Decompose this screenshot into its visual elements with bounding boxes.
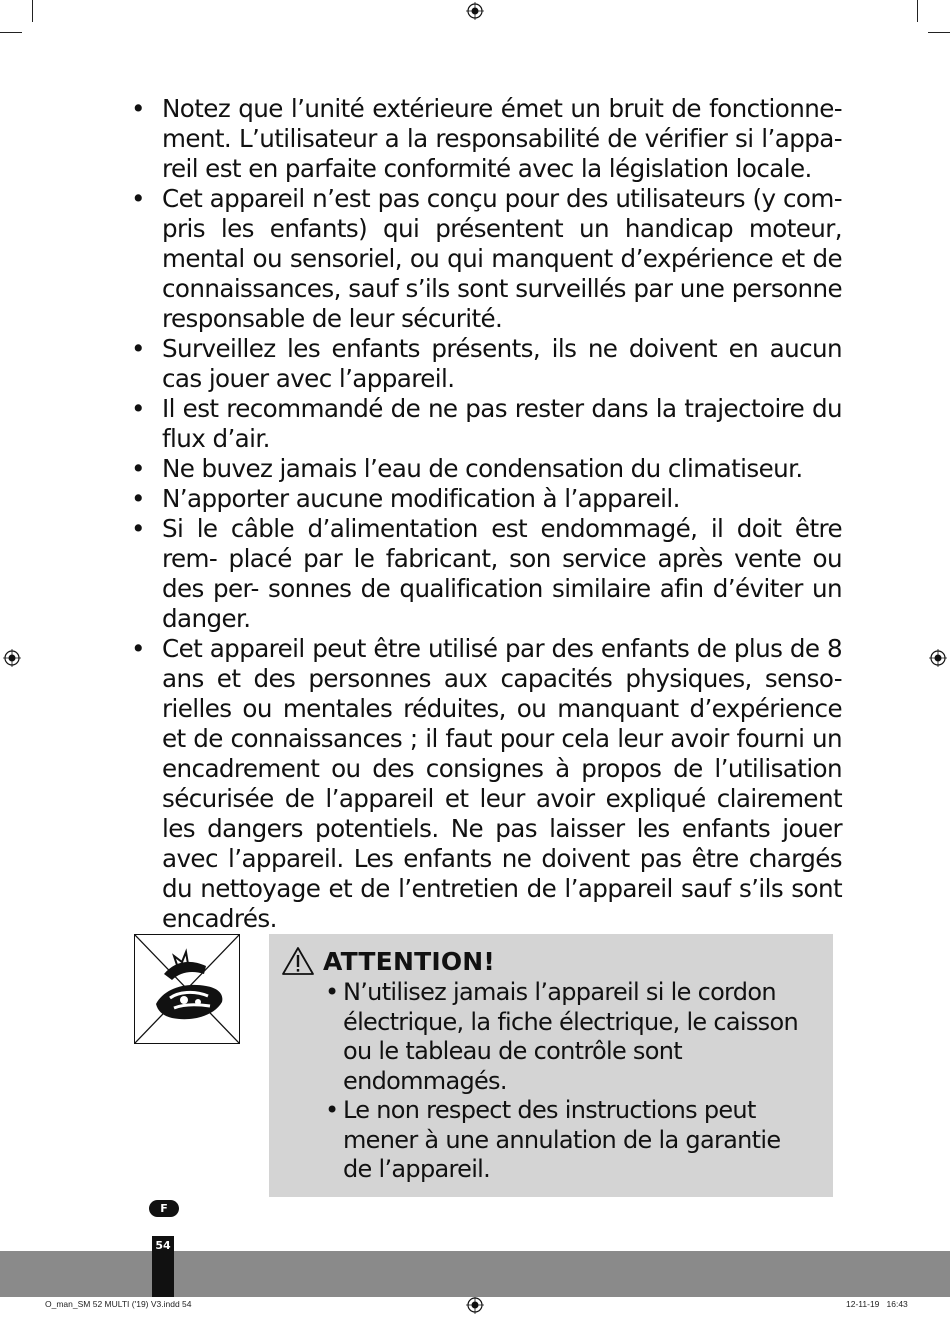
date-time-slug — [846, 1299, 908, 1309]
list-item — [128, 94, 842, 184]
list-item — [325, 1096, 805, 1185]
warning-triangle-icon — [281, 946, 315, 976]
footer-bar — [0, 1251, 950, 1297]
slug-date: 12-11-19 — [846, 1299, 880, 1309]
bullet-glyph: • — [131, 334, 145, 363]
safety-instructions-list — [128, 94, 842, 934]
crop-mark-top-left-v — [32, 0, 33, 22]
bullet-glyph: • — [131, 514, 145, 543]
bullet-glyph: • — [131, 94, 145, 123]
registration-mark-icon — [929, 649, 947, 667]
list-item-text: Si le câble d’alimentation est endommagé, il doit être rem- placé par le fabricant, son service après vente ou des per- sonnes de qualification similaire afin d’éviter un danger. — [162, 514, 842, 633]
file-slug: O_man_SM 52 MULTI ('19) V3.indd 54 — [45, 1299, 192, 1309]
list-item-text: Le non respect des instructions peut mener à une annulation de la garantie de l’appareil. — [343, 1096, 781, 1183]
bullet-glyph: • — [325, 978, 339, 1006]
damaged-cord-prohibited-icon — [134, 934, 240, 1044]
list-item — [128, 514, 842, 634]
list-item-text: Cet appareil n’est pas conçu pour des utilisateurs (y com- pris les enfants) qui présentent un handicap moteur, mental ou sensoriel, ou qui manquent d’expérience et de connaissances, sauf s’ils sont surveillés par une personne responsable de leur sécurité. — [162, 184, 842, 333]
warning-box — [269, 934, 833, 1197]
crop-mark-top-right-h — [928, 32, 950, 33]
warning-list — [325, 978, 805, 1185]
list-item — [128, 634, 842, 934]
crop-mark-top-right-v — [917, 0, 918, 22]
list-item-text: Il est recommandé de ne pas rester dans la trajectoire du flux d’air. — [162, 394, 842, 453]
registration-mark-icon — [466, 2, 484, 20]
list-item-text: Ne buvez jamais l’eau de condensation du climatiseur. — [162, 454, 803, 483]
bullet-glyph: • — [131, 394, 145, 423]
slug-time: 16:43 — [886, 1299, 908, 1309]
list-item-text: Notez que l’unité extérieure émet un bruit de fonctionne- ment. L’utilisateur a la responsabilité de vérifier si l’appa- reil est en parfaite conformité avec la législation locale. — [162, 94, 842, 183]
list-item — [128, 454, 842, 484]
warning-title: ATTENTION! — [323, 946, 496, 976]
list-item — [128, 334, 842, 394]
crop-mark-top-left-h — [0, 32, 22, 33]
list-item — [128, 394, 842, 454]
list-item-text: Surveillez les enfants présents, ils ne doivent en aucun cas jouer avec l’appareil. — [162, 334, 842, 393]
list-item-text: Cet appareil peut être utilisé par des enfants de plus de 8 ans et des personnes aux capacités physiques, senso- rielles ou mentales réduites, ou manquant d’expérience et de connaissances ; il faut pour cela leur avoir fourni un encadrement ou des consignes à propos de l’utilisation sécurisée de l’appareil et leur avoir expliqué clairement les dangers potentiels. Ne pas laisser les enfants jouer avec l’appareil. Les enfants ne doivent pas être chargés du nettoyage et de l’entretien de l’appareil sauf s’ils sont encadrés. — [162, 634, 842, 933]
bullet-glyph: • — [131, 634, 145, 663]
registration-mark-icon — [466, 1296, 484, 1314]
bullet-glyph: • — [325, 1096, 339, 1124]
list-item — [128, 184, 842, 334]
list-item — [325, 978, 805, 1096]
bullet-glyph: • — [131, 484, 145, 513]
bullet-glyph: • — [131, 184, 145, 213]
page-number: 54 — [155, 1239, 171, 1252]
list-item-text: N’apporter aucune modification à l’appareil. — [162, 484, 680, 513]
bullet-glyph: • — [131, 454, 145, 483]
list-item — [128, 484, 842, 514]
language-badge: F — [149, 1200, 179, 1217]
warning-heading — [281, 946, 495, 976]
registration-mark-icon — [3, 649, 21, 667]
list-item-text: N’utilisez jamais l’appareil si le cordon électrique, la fiche électrique, le caisson ou le tableau de contrôle sont endommagés. — [343, 978, 798, 1095]
